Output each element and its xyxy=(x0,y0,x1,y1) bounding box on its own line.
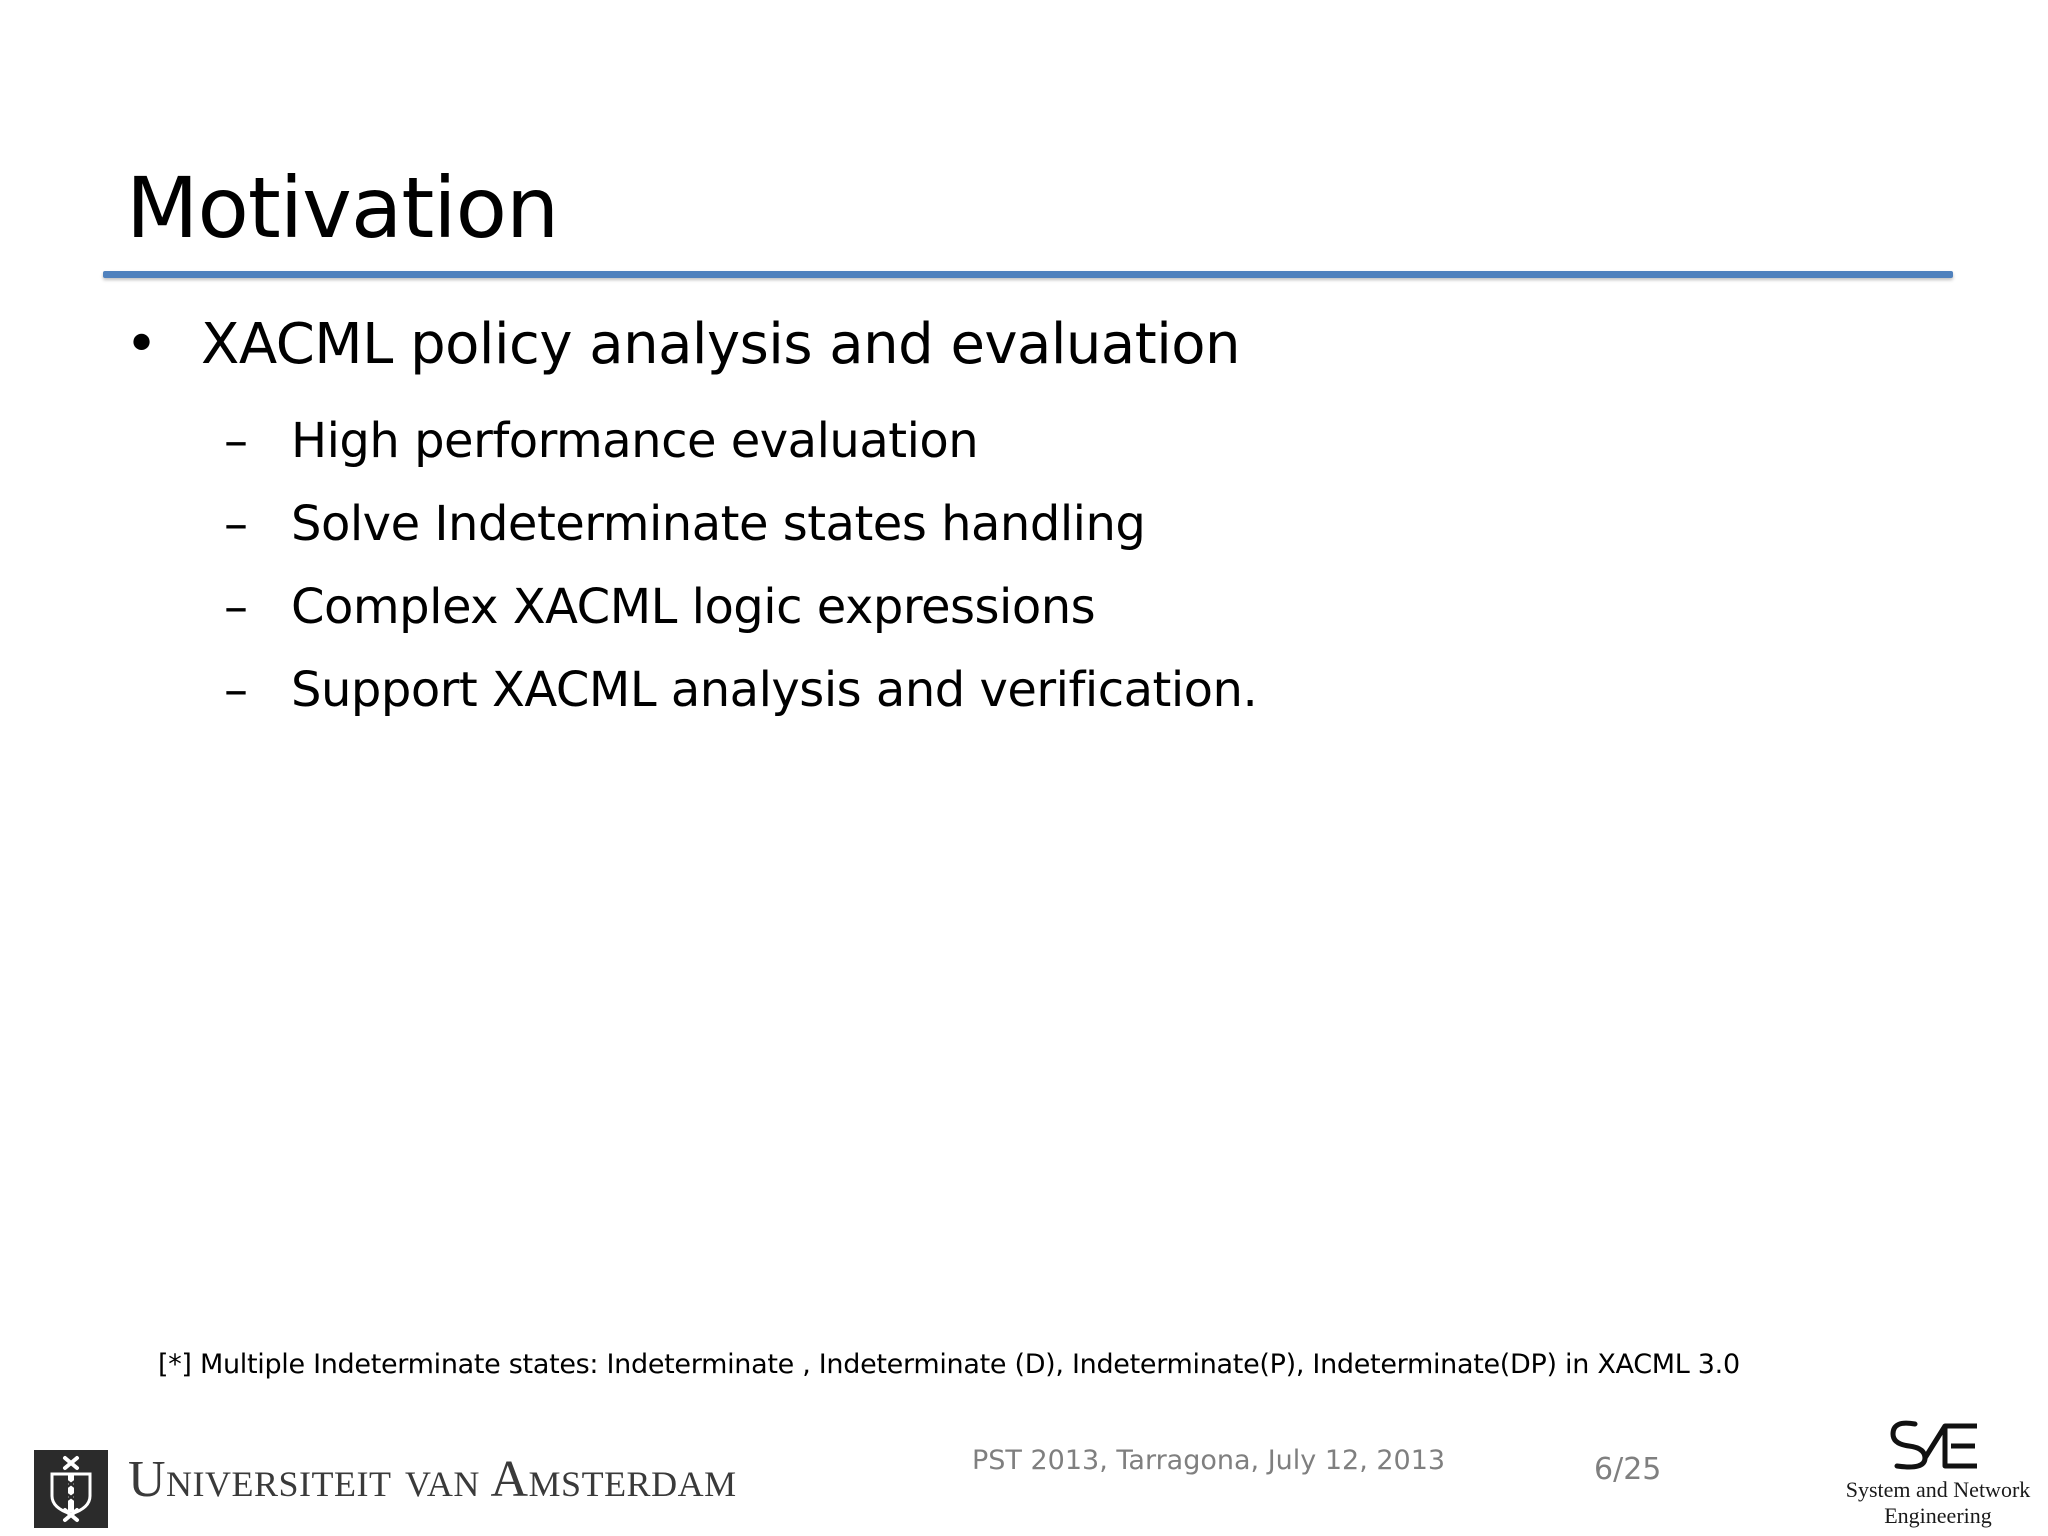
sub-bullet-marker: – xyxy=(224,662,248,718)
main-bullet xyxy=(125,305,1240,385)
sne-group-name xyxy=(1828,1477,2048,1529)
sub-bullet-list xyxy=(224,400,1257,732)
bullet-marker: • xyxy=(125,312,158,377)
sub-bullet-text: Support XACML analysis and verification. xyxy=(291,662,1258,718)
sub-bullet-marker: – xyxy=(224,579,248,635)
university-name: Universiteit van Amsterdam xyxy=(128,1451,737,1508)
sne-group-line2: Engineering xyxy=(1884,1503,1992,1528)
page-number: 6/25 xyxy=(1594,1452,1662,1487)
sub-bullet xyxy=(224,483,1257,566)
title-divider xyxy=(103,271,1953,278)
sub-bullet-marker: – xyxy=(224,496,248,552)
conference-info: PST 2013, Tarragona, July 12, 2013 xyxy=(972,1445,1446,1476)
sub-bullet xyxy=(224,566,1257,649)
sub-bullet xyxy=(224,400,1257,483)
sub-bullet-marker: – xyxy=(224,413,248,469)
sne-logo-icon xyxy=(1885,1418,1981,1474)
slide-title: Motivation xyxy=(126,159,559,257)
sne-group-line1: System and Network xyxy=(1845,1477,2031,1502)
sub-bullet-text: Solve Indeterminate states handling xyxy=(291,496,1146,552)
footnote: [*] Multiple Indeterminate states: Indeterminate , Indeterminate (D), Indeterminate(P), Indeterminate(DP) in XACML 3.0 xyxy=(158,1349,1740,1380)
sub-bullet-text: Complex XACML logic expressions xyxy=(291,579,1096,635)
sub-bullet-text: High performance evaluation xyxy=(291,413,979,469)
main-bullet-text: XACML policy analysis and evaluation xyxy=(201,312,1240,377)
uva-crest-icon xyxy=(34,1450,108,1528)
sub-bullet xyxy=(224,649,1257,732)
